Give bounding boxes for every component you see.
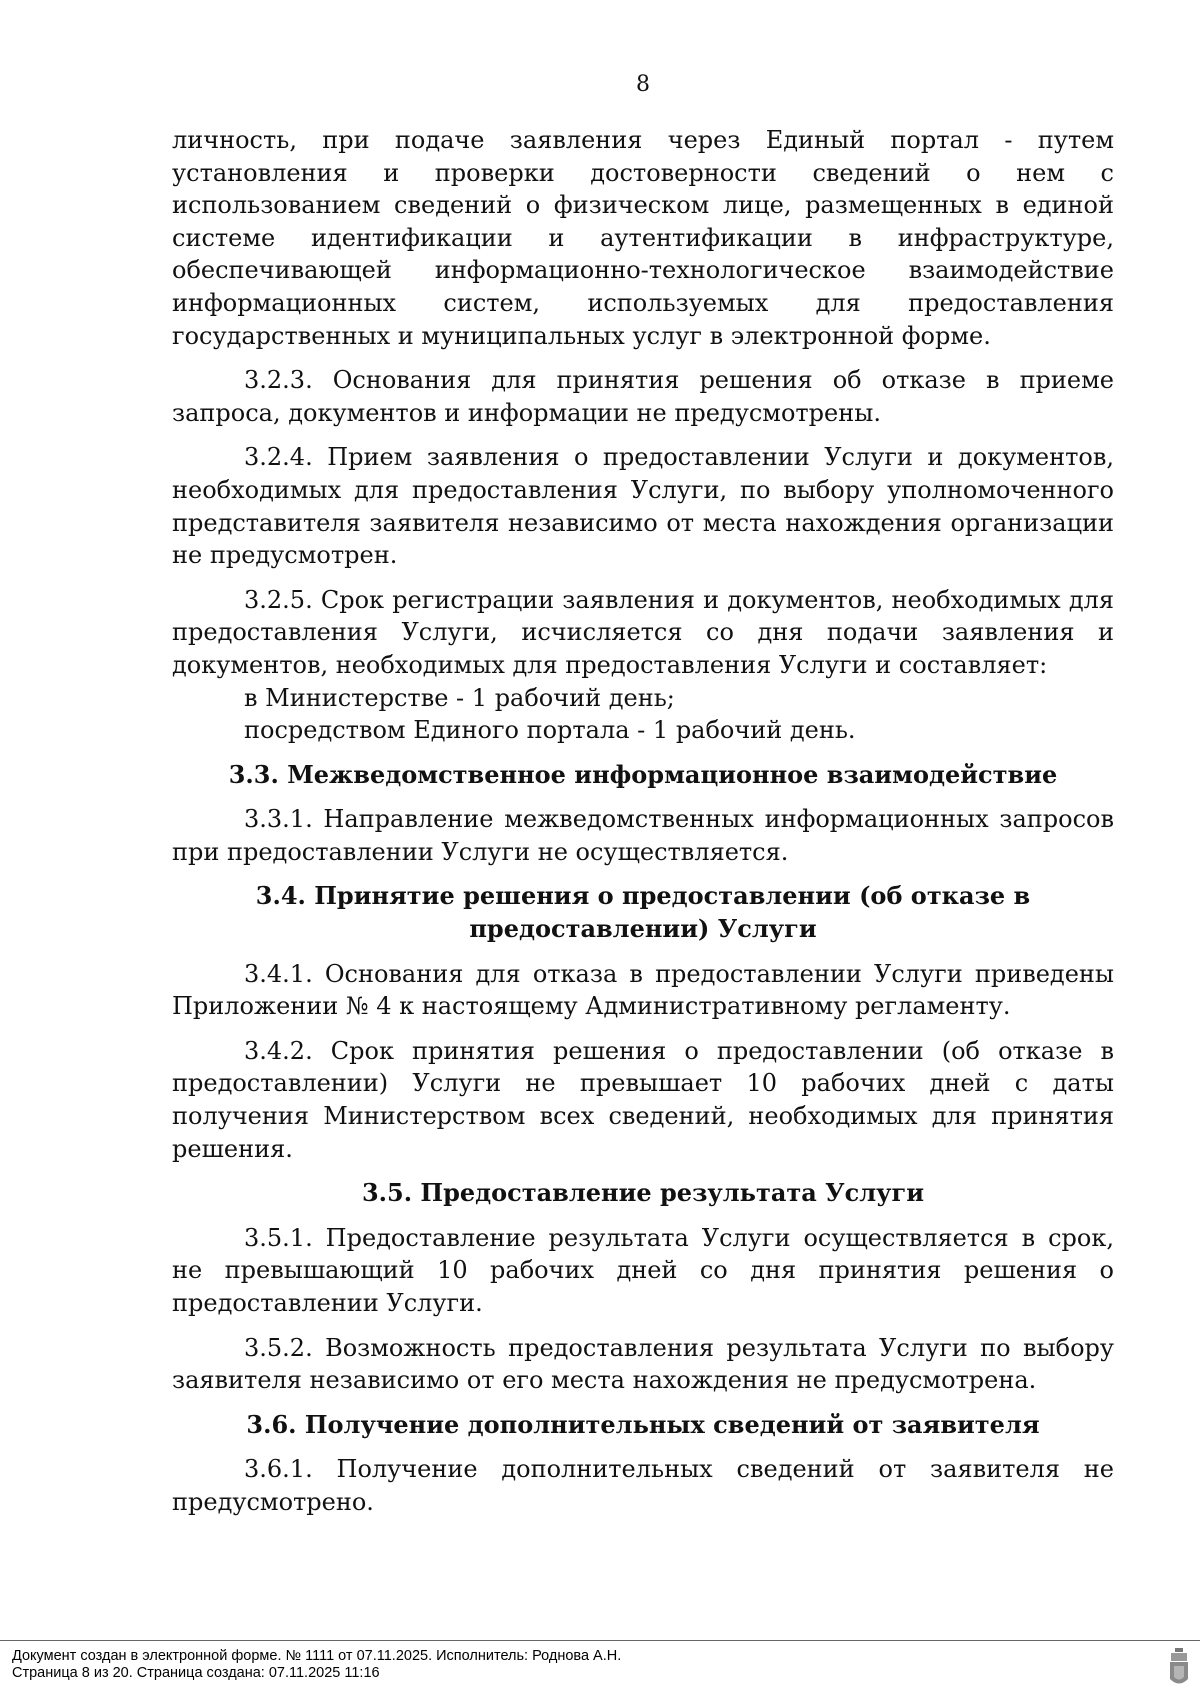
- page-number: 8: [636, 72, 650, 97]
- section-heading-3-3: 3.3. Межведомственное информационное взаимодействие: [228, 759, 1058, 789]
- paragraph-3-4-1: 3.4.1. Основания для отказа в предоставлении Услуги приведены Приложении № 4 к настоящему Административному регламенту.: [172, 959, 1114, 1021]
- paragraph-continuation: личность, при подаче заявления через Единый портал - путем установления и проверки достоверности сведений о нем с использованием сведений о физическом лице, размещенных в единой системе идентификации и аутентификации в инфраструктуре, обеспечивающей информационно-технологическое взаимодействие информационных систем, используемых для предоставления государственных и муниципальных услуг в электронной форме.: [172, 126, 1114, 350]
- paragraph-3-2-5-item-ministry: в Министерстве - 1 рабочий день;: [244, 683, 675, 712]
- coat-of-arms-icon: [1168, 1647, 1190, 1689]
- paragraph-3-4-2: 3.4.2. Срок принятия решения о предоставлении (об отказе в предоставлении) Услуги не превышает 10 рабочих дней с даты получения Министерством всех сведений, необходимых для принятия решения.: [172, 1036, 1114, 1163]
- document-body: [172, 124, 1114, 1531]
- paragraph-3-3-1: 3.3.1. Направление межведомственных информационных запросов при предоставлении Услуги не осуществляется.: [172, 805, 1114, 866]
- paragraph-3-2-5: 3.2.5. Срок регистрации заявления и документов, необходимых для предоставления Услуги, исчисляется со дня подачи заявления и документов, необходимых для предоставления Услуги и составляет:: [172, 585, 1114, 679]
- section-heading-3-5: 3.5. Предоставление результата Услуги: [361, 1178, 925, 1208]
- section-heading-3-4: 3.4. Принятие решения о предоставлении (об отказе в предоставлении) Услуги: [255, 881, 1031, 944]
- paragraph-3-6-1: 3.6.1. Получение дополнительных сведений от заявителя не предусмотрено.: [172, 1455, 1114, 1516]
- footer-text: [12, 1648, 621, 1682]
- footer-line-page-info: Страница 8 из 20. Страница создана: 07.11.2025 11:16: [12, 1665, 380, 1681]
- paragraph-3-2-5-item-portal: посредством Единого портала - 1 рабочий день.: [244, 716, 856, 745]
- document-footer: [0, 1640, 1200, 1699]
- paragraph-3-5-2: 3.5.2. Возможность предоставления результата Услуги по выбору заявителя независимо от его места нахождения не предусмотрена.: [172, 1333, 1114, 1395]
- paragraph-3-2-3: 3.2.3. Основания для принятия решения об отказе в приеме запроса, документов и информации не предусмотрены.: [172, 366, 1114, 427]
- section-heading-3-6: 3.6. Получение дополнительных сведений от заявителя: [246, 1409, 1040, 1439]
- paragraph-3-5-1: 3.5.1. Предоставление результата Услуги осуществляется в срок, не превышающий 10 рабочих дней со дня принятия решения о предоставлении Услуги.: [172, 1223, 1114, 1317]
- footer-line-document-info: Документ создан в электронной форме. № 1111 от 07.11.2025. Исполнитель: Роднова А.Н.: [12, 1648, 622, 1664]
- paragraph-3-2-4: 3.2.4. Прием заявления о предоставлении Услуги и документов, необходимых для предоставления Услуги, по выбору уполномоченного представителя заявителя независимо от места нахождения организации не предусмотрен.: [172, 443, 1114, 570]
